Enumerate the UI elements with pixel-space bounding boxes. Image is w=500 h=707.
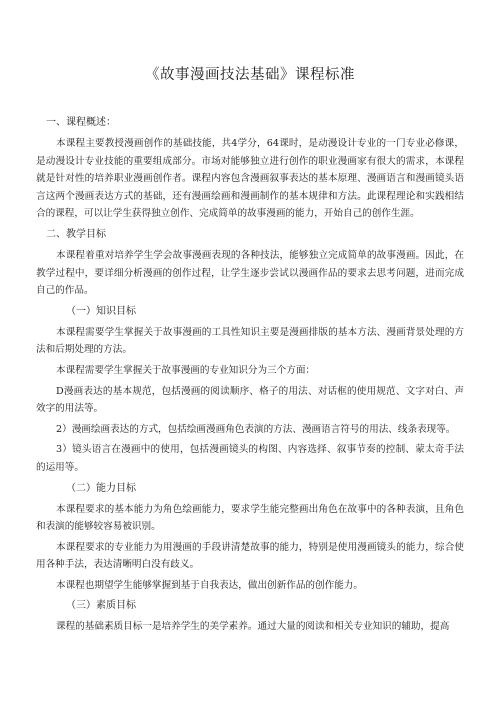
paragraph-quality-1: 课程的基础素质目标一是培养学生的美学素养。通过大量的阅读和相关专业知识的辅助，提高 [56, 621, 450, 633]
subsection-heading-ability: （二）能力目标 [66, 482, 136, 494]
section-heading-goals: 二、教学目标 [46, 228, 106, 240]
paragraph-ability-1: 本课程要求的基本能力为角色绘画能力，要求学生能完整画出角色在故事中的各种表演，且角色和表演的能够较容易被识别。 [36, 503, 464, 533]
subsection-heading-quality: （三）素质目标 [66, 600, 136, 612]
paragraph-ability-3: 本课程也期望学生能够掌握到基于自我表达，做出创新作品的创作能力。 [56, 579, 363, 591]
paragraph-goals: 本课程着重对培养学生学会故事漫画表现的各种技法，能够独立完成简单的故事漫画。因此，在教学过程中，要详细分析漫画的创作过程，让学生逐步尝试以漫画作品的要求去思考问题，进而完成自己的作品。 [36, 249, 464, 297]
document-title: 《故事漫画技法基础》课程标准 [145, 67, 355, 83]
paragraph-knowledge-3: D漫画表达的基本规范，包括漫画的阅读顺序、格子的用法、对话框的使用规范、文字对白、声效字的用法等。 [36, 385, 464, 415]
paragraph-ability-2: 本课程要求的专业能力为用漫画的手段讲清楚故事的能力，特别是使用漫画镜头的能力，综合使用各种手法，表达清晰明白没有歧义。 [36, 541, 464, 571]
paragraph-overview: 本课程主要教授漫画创作的基础技能，共4学分，64课时，是动漫设计专业的一门专业必修课，是动漫设计专业技能的重要组成部分。市场对能够独立进行创作的职业漫画家有很大的需求，本课程就是针对性的培养职业漫画创作者。课程内容包含漫画叙事表达的基本原理、漫画语言和漫画镜头语言这两个漫画表达方式的基础，还有漫画绘画和漫画制作的基本规律和方法。此课程理论和实践相结合的课程，可以让学生获得独立创作、完成简单的故事漫画的能力，开始自己的创作生涯。 [36, 138, 464, 220]
paragraph-knowledge-1: 本课程需要学生掌握关于故事漫画的工具性知识主要是漫画排版的基本方法、漫画背景处理的方法和后期处理的方法。 [36, 326, 464, 356]
paragraph-knowledge-4: 2）漫画绘画表达的方式，包括绘画漫画角色表演的方法、漫画语言符号的用法、线条表现等。 [56, 423, 456, 435]
section-heading-overview: 一、课程概述： [46, 117, 116, 128]
paragraph-knowledge-2: 本课程需要学生掌握关于故事漫画的专业知识分为三个方面： [56, 364, 316, 376]
paragraph-knowledge-5: 3）镜头语言在漫画中的使用，包括漫画镜头的构图、内容选择、叙事节奏的控制、蒙太奇手法的运用等。 [36, 444, 464, 473]
subsection-heading-knowledge: （一）知识目标 [66, 305, 136, 317]
